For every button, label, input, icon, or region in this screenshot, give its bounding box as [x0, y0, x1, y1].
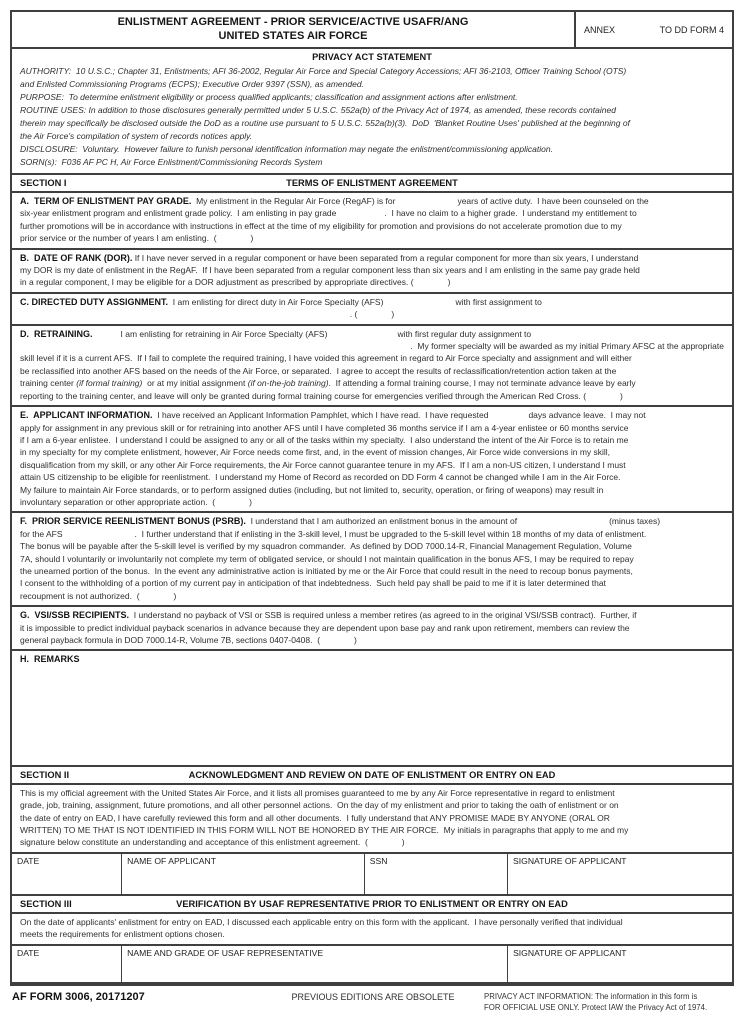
remarks-field[interactable]: [20, 666, 724, 762]
initials-blank[interactable]: [368, 837, 402, 845]
text-line: [20, 459, 724, 471]
section3-label: SECTION III: [20, 898, 72, 909]
text-segment: apply for assignment in any previous skill or for retraining into another AFS until I have completed 36 months service if I am a 4-year enlistee or 60 months service: [20, 422, 629, 433]
section2-title: ACKNOWLEDGMENT AND REVIEW ON DATE OF ENLISTMENT OR ENTRY ON EAD: [188, 769, 556, 780]
paragraph-remarks: [12, 651, 732, 766]
initials-blank[interactable]: [140, 591, 174, 599]
text-segment: C. DIRECTED DUTY ASSIGNMENT.: [20, 296, 169, 307]
ssn-column-header: SSN: [369, 855, 388, 866]
text-line: [20, 377, 724, 389]
text-segment: On the date of applicants' enlistment for entry on EAD, I discussed each applicable entry on this form with the applicant. I have personally verified that individual: [20, 916, 623, 927]
signature-column-header: SIGNATURE OF APPLICANT: [513, 947, 627, 958]
text-segment: six-year enlistment program and enlistment grade policy. I am enlisting in pay grade: [20, 208, 337, 219]
text-line: [20, 308, 724, 320]
annex-label: ANNEX: [584, 24, 616, 35]
paragraph-retraining: [12, 326, 732, 407]
text-line: [20, 590, 724, 602]
fill-in-blank[interactable]: [488, 410, 528, 418]
annex-box: [574, 12, 732, 47]
text-segment: H. REMARKS: [20, 654, 80, 665]
text-segment: SORN(s): F036 AF PC H, Air Force Enlistment/Commissioning Records System: [20, 157, 323, 167]
text-segment: My enlistment in the Regular Air Force (RegAF) is for: [191, 196, 396, 206]
text-segment: . My former specialty will be awarded as my initial Primary AFSC at the appropriate: [410, 341, 724, 352]
text-line: [20, 540, 724, 552]
paragraph-vsi-ssb-recipients: [12, 607, 732, 651]
text-line: [20, 471, 724, 483]
section3-header: [12, 896, 732, 914]
text-line: [20, 812, 724, 824]
text-segment: I am enlisting for direct duty in Air Force Specialty (AFS): [168, 296, 384, 307]
text-line: [20, 634, 724, 646]
name-grade-column-header: NAME AND GRADE OF USAF REPRESENTATIVE: [127, 947, 324, 958]
text-segment: ): [391, 309, 395, 320]
section3-body: [12, 914, 732, 946]
fill-in-blank[interactable]: [395, 196, 457, 204]
text-segment: involuntary separation or other appropriate action. (: [20, 496, 216, 507]
form-header: [12, 12, 732, 49]
text-line: [20, 528, 724, 540]
text-segment: I consent to the withholding of a portion of my current pay in anticipation of that indebtedness. Such held pay shall be paid to me if it is later determined that: [20, 578, 606, 589]
text-line: [20, 609, 724, 621]
text-segment: be reclassified into another AFS based on the needs of the Air Force, or separated. I agree to accept the results of reclassification/retention action taken at the: [20, 365, 617, 376]
paragraph-directed-duty-assignment: [12, 294, 732, 326]
text-segment: the unearned portion of the bonus. In the event any administrative action is initiated by me or the Air Force that could result in the need to recoup bonus payments,: [20, 565, 633, 576]
text-line: [20, 836, 724, 848]
text-segment: My failure to maintain Air Force standards, or to perform assigned duties (including, but not limited to, security, operation, or firing of weapons) may result in: [20, 484, 604, 495]
text-segment: I understand no payback of VSI or SSB is required unless a member retires (as agreed to in the original VSI/SSB contract). Further, if: [129, 610, 637, 621]
form-footer: [12, 991, 731, 1013]
text-segment: I am enlisting for retraining in Air Force Specialty (AFS): [120, 328, 328, 339]
section1-header: [12, 175, 732, 193]
text-line: [20, 220, 724, 232]
text-line: [20, 622, 724, 634]
text-segment: PURPOSE: To determine enlistment eligibility or process qualified applicants; classification and assignment actions after enlistment.: [20, 92, 518, 102]
text-line: [20, 824, 724, 836]
text-line: [20, 916, 724, 928]
text-line: [20, 446, 724, 458]
section2-label: SECTION II: [20, 769, 70, 780]
text-line: [20, 553, 724, 565]
text-line: [20, 787, 724, 799]
text-segment: . I further understand that if enlisting in the 3-skill level, I must be upgraded to the 5-skill level within 18 months of my data of enlistment.: [134, 528, 647, 539]
initials-blank[interactable]: [215, 497, 249, 505]
text-line: [20, 409, 724, 421]
text-segment: DISCLOSURE: Voluntary. However failure to funish personal identification information may negate the enlistment/commissioning application.: [20, 144, 553, 154]
text-segment: in my specialty for my complete enlistment, however, Air Force needs come first, and, in the event of mission changes, Air Force wide conversions in my skill,: [20, 447, 611, 458]
text-segment: disqualification from my skill, or any other Air Force requirements, the Air Force cannot guarantee tenure in my AFS. If I am a non-US citizen, I understand I must: [20, 459, 626, 470]
text-line: [20, 91, 724, 104]
text-line: [20, 352, 724, 364]
text-segment: The bonus will be payable after the 5-skill level is verified by my squadron commander. As defined by DOD 7000.14-R, Financial Management Regulation, Volume: [20, 541, 632, 552]
text-segment: G. VSI/SSB RECIPIENTS.: [20, 610, 130, 621]
text-segment: years of active duty. I have been counseled on the: [457, 196, 649, 206]
privacy-act-statement: [12, 49, 732, 175]
privacy-footer-line2: FOR OFFICIAL USE ONLY. Protect IAW the Privacy Act of 1974.: [484, 1002, 708, 1012]
text-segment: prior service or the number of years I am enlisting. (: [20, 233, 217, 244]
text-segment: ): [354, 635, 357, 645]
text-line: [20, 928, 724, 940]
paragraph-term-of-enlistment: [12, 193, 732, 250]
name-column-header: NAME OF APPLICANT: [127, 855, 216, 866]
text-line: [20, 799, 724, 811]
text-segment: F. PRIOR SERVICE REENLISTMENT BONUS (PSRB).: [20, 516, 246, 527]
text-line: [20, 104, 724, 117]
text-line: [20, 365, 724, 377]
text-segment: reporting to the training center, and leave will only be granted during formal training course for emergencies verified through the American Red Cross. (: [20, 390, 587, 401]
text-segment: If I have never served in a regular component or have been separated from a regular component for more than six years, I understand: [132, 252, 639, 263]
text-segment: grade, job, training, assignment, future promotions, and all other personnel actions. On the day of my enlistment and prior to taking the oath of enlistment or on: [20, 800, 619, 811]
section2-signature-table: [12, 854, 732, 896]
text-line: [20, 390, 724, 402]
text-line: [20, 117, 724, 130]
fill-in-blank[interactable]: [93, 329, 121, 337]
initials-blank[interactable]: [217, 233, 251, 241]
text-segment: recoupment is not authorized. (: [20, 590, 140, 601]
form-title-line1: ENLISTMENT AGREEMENT - PRIOR SERVICE/ACTIVE USAFR/ANG: [117, 16, 469, 28]
text-segment: attain US citizenship to be eligible for reenlistment. I understand my Home of Record as recorded on DD Form 4 cannot be changed while I am in the Air Force.: [20, 472, 621, 483]
text-segment: ): [447, 277, 451, 288]
applicant-signature-field[interactable]: [508, 854, 732, 894]
initials-blank[interactable]: [414, 277, 448, 285]
text-segment: I have received an Applicant Information Pamphlet, which I have read. I have requested: [152, 410, 489, 421]
text-segment: days advance leave. I may not: [528, 410, 646, 421]
verification-date-field[interactable]: [12, 946, 122, 982]
text-segment: for the AFS: [20, 528, 63, 539]
text-segment: . (: [349, 309, 358, 320]
text-segment: therein may specifically be disclosed outside the DoD as a routine use pursuant to 5 U.S.C. 552a(b)(3). DoD 'Blanket Routine Uses' published at the beginning of: [20, 118, 630, 128]
date-column-header: DATE: [17, 855, 40, 866]
text-segment: E. APPLICANT INFORMATION.: [20, 410, 153, 421]
paragraph-applicant-information: [12, 407, 732, 513]
applicant-name-field[interactable]: [122, 854, 365, 894]
text-line: [20, 434, 724, 446]
section3-title: VERIFICATION BY USAF REPRESENTATIVE PRIOR TO ENLISTMENT OR ENTRY ON EAD: [176, 898, 568, 909]
text-line: [20, 156, 724, 169]
text-line: [20, 496, 724, 508]
text-segment: (if formal training): [76, 378, 143, 389]
text-segment: the date of entry on EAD, I have carefully reviewed this form and all other documents. I fully understand that ANY PROMISE MADE BY ANYONE (ORAL OR: [20, 812, 610, 823]
privacy-footer-line1: PRIVACY ACT INFORMATION: The information in this form is: [484, 991, 698, 1001]
remarks-label: [20, 653, 724, 665]
text-line: [20, 328, 724, 340]
text-line: [20, 484, 724, 496]
section2-header: [12, 767, 732, 785]
enlistment-date-field[interactable]: [12, 854, 122, 894]
text-line: [20, 296, 724, 308]
text-segment: . I have no claim to a higher grade. I understand my entitlement to: [384, 208, 637, 219]
text-line: [20, 653, 724, 665]
fill-in-blank[interactable]: [517, 516, 609, 524]
fill-in-blank[interactable]: [327, 329, 397, 337]
text-segment: (if on-the-job training): [247, 378, 329, 389]
text-segment: . If attending a formal training course, I may not terminate advance leave by early: [328, 378, 636, 389]
ssn-field[interactable]: [365, 854, 508, 894]
text-segment: (minus taxes): [609, 516, 661, 527]
text-line: [20, 422, 724, 434]
text-segment: in a regular component, I may be eligible for a DOR adjustment as prescribed by appropriate directives. (: [20, 277, 414, 288]
form-title: [12, 12, 574, 47]
text-segment: A. TERM OF ENLISTMENT PAY GRADE.: [20, 196, 192, 206]
text-segment: ): [249, 496, 252, 507]
signature-column-header: SIGNATURE OF APPLICANT: [513, 855, 627, 866]
text-segment: WRITTEN) TO ME THAT IS NOT IDENTIFIED IN THIS FORM WILL NOT BE HONORED BY THE AIR FORCE. My initials in paragraphs that apply to me and my: [20, 825, 629, 836]
text-line: [20, 65, 724, 78]
text-line: [20, 565, 724, 577]
text-segment: ): [173, 590, 177, 601]
section3-signature-table: [12, 946, 732, 984]
text-segment: B. DATE OF RANK (DOR).: [20, 252, 133, 263]
text-segment: 7A, should I voluntarily or involuntarily not complete my term of obligated service, or should I not maintain qualification in the bonus AFS, I may be required to repay: [20, 553, 634, 564]
section1-title: TERMS OF ENLISTMENT AGREEMENT: [286, 178, 458, 188]
section1-label: SECTION I: [20, 178, 67, 188]
text-segment: with first assignment to: [455, 296, 542, 307]
applicant-signature-field[interactable]: [508, 946, 732, 982]
initials-blank[interactable]: [586, 391, 620, 399]
text-line: [20, 207, 724, 219]
text-segment: ): [250, 233, 254, 244]
text-segment: training center: [20, 378, 77, 389]
section2-body: [12, 785, 732, 854]
text-line: [20, 143, 724, 156]
usaf-representative-name-grade-field[interactable]: [122, 946, 508, 982]
text-line: [20, 232, 724, 244]
fill-in-blank[interactable]: [63, 529, 135, 537]
privacy-act-body: [20, 65, 724, 169]
text-line: [20, 252, 724, 264]
form-number: AF FORM 3006, 20171207: [12, 990, 145, 1003]
text-segment: D. RETRAINING.: [20, 328, 93, 339]
text-segment: AUTHORITY: 10 U.S.C.; Chapter 31, Enlistments; AFI 36-2002, Regular Air Force and Special Category Accessions; AFI 36-2103, Officer Training School (OTS): [20, 66, 627, 76]
privacy-act-title: PRIVACY ACT STATEMENT: [312, 52, 432, 62]
initials-blank[interactable]: [357, 309, 391, 317]
text-segment: ): [620, 390, 623, 401]
paragraph-prior-service-reenlistment-bonus: [12, 513, 732, 607]
text-line: [20, 130, 724, 143]
text-line: [20, 195, 724, 207]
annex-suffix: TO DD FORM 4: [659, 24, 724, 35]
form-title-line2: UNITED STATES AIR FORCE: [218, 29, 368, 42]
text-segment: the Air Force's compilation of system of records notices apply.: [20, 131, 253, 141]
text-segment: meets the requirements for enlistment options chosen.: [20, 929, 225, 940]
paragraph-date-of-rank: [12, 250, 732, 294]
text-line: [20, 276, 724, 288]
text-line: [20, 264, 724, 276]
enlistment-agreement-form: [10, 10, 734, 986]
initials-blank[interactable]: [320, 635, 354, 643]
text-line: [20, 515, 724, 527]
previous-editions-note: PREVIOUS EDITIONS ARE OBSOLETE: [291, 991, 455, 1002]
fill-in-blank[interactable]: [383, 297, 455, 305]
fill-in-blank[interactable]: [336, 208, 384, 216]
text-segment: or at my initial assignment: [142, 378, 248, 389]
text-line: [20, 78, 724, 91]
text-segment: my DOR is my date of enlistment in the RegAF. If I have been separated from a regular component less than six years and I am enlisting in the same pay grade held: [20, 265, 640, 276]
text-segment: with first regular duty assignment to: [397, 328, 532, 339]
text-segment: This is my official agreement with the United States Air Force, and it lists all promises guaranteed to me by any Air Force representative in regard to enlistment: [20, 787, 615, 798]
text-segment: skill level if it is a current AFS. If I fail to complete the required training, I have voided this agreement in regard to Air Force specialty and assignment and will either: [20, 353, 632, 364]
text-segment: I understand that I am authorized an enlistment bonus in the amount of: [245, 516, 518, 527]
text-segment: signature below constitute an understanding and acceptance of this enlistment agreement. (: [20, 837, 368, 848]
text-line: [20, 340, 724, 352]
text-segment: general payback formula in DOD 7000.14-R, Volume 7B, sections 0407-0408. (: [20, 635, 321, 645]
privacy-act-footer-note: [484, 991, 731, 1013]
text-segment: ROUTINE USES: In addition to those disclosures generally permitted under 5 U.S.C. 552a(b) of the Privacy Act of 1974, as amended, these records contained: [20, 105, 616, 115]
text-segment: ): [401, 837, 405, 848]
text-segment: if I am a 6-year enlistee. I understand I could be assigned to any or all of the tasks within my specialty. I also understand the intent of the Air Force is to retain me: [20, 434, 629, 445]
text-line: [20, 577, 724, 589]
text-segment: and Enlisted Commissioning Programs (ECPS); Executive Order 9397 (SSN), as amended.: [20, 79, 364, 89]
text-segment: further promotions will be in accordance with instructions in effect at the time of my eligibility for promotion and provisions do not accelerate promotion due to my: [20, 220, 622, 231]
date-column-header: DATE: [17, 947, 40, 958]
text-segment: it is impossible to predict individual payback scenarios in advance because they are dependent upon base pay and rank upon retirement, members can review the: [20, 622, 630, 633]
